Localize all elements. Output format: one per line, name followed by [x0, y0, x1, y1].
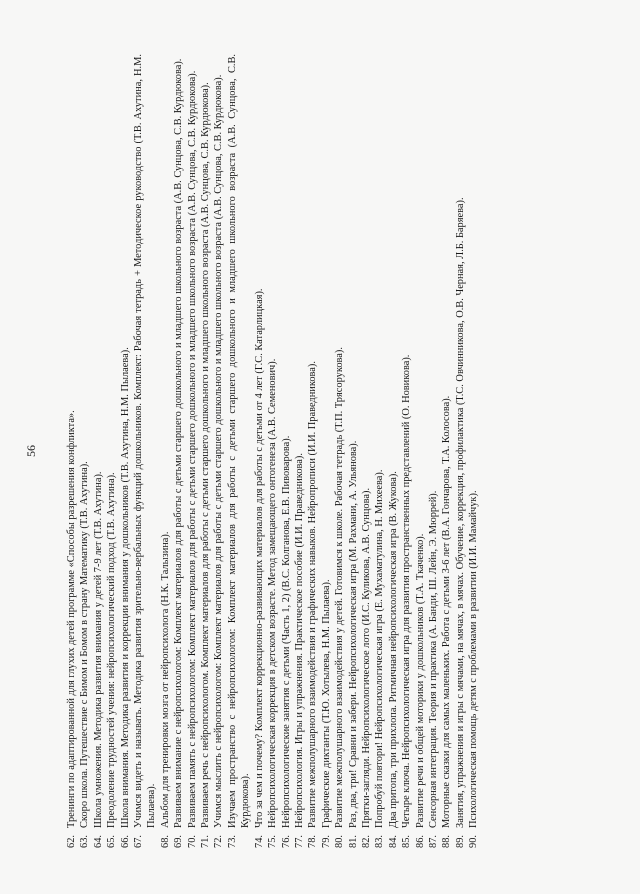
list-item — [454, 54, 467, 848]
item-number: 72. — [213, 835, 225, 848]
item-number: 73. — [226, 835, 238, 848]
item-number: 69. — [173, 835, 185, 848]
item-number: 62. — [66, 835, 77, 848]
list-item — [172, 54, 185, 848]
list-item — [414, 54, 427, 848]
item-number: 74. — [253, 835, 265, 848]
item-number: 86. — [414, 835, 426, 848]
list-item — [373, 54, 386, 848]
item-text: Развитие межполушарного взаимодействия у детей. Готовимся к школе. Рабочая тетрадь (Т.П. Трясорукова). — [334, 347, 346, 828]
item-text: Учимся мыслить с нейропсихологом: Комплект материалов для работы с детьми старшего дошкольного и младшего школьного возраста (А.В. Сунцова, С.В. Курдюкова). — [213, 74, 225, 828]
item-number: 66. — [119, 835, 131, 848]
item-number: 67. — [133, 835, 145, 848]
item-text: Сенсорная интеграция. Теория и практика (А. Банди, Ш. Лейн, Э. Мюррей). — [427, 490, 439, 828]
list-item — [347, 54, 360, 848]
item-number: 64. — [92, 835, 104, 848]
item-text: Нейропсихологическая коррекция в детском возрасте. Метод замещающего онтогенеза (А.В. Семенович). — [267, 358, 279, 828]
item-text: Учимся видеть и называть. Методика развития зрительно-вербальных функций дошкольников. Комплект: Рабочая тетрадь + Методическое руководство (Т.В. Ахутина, Н.М. Пылаева). — [133, 54, 158, 828]
item-text: Нейропсихологические занятия с детьми (Часть 1, 2) (В.С. Колганова, Е.В. Пивоварова). — [280, 435, 292, 828]
list-item — [132, 54, 159, 848]
list-item — [333, 54, 346, 848]
item-number: 83. — [374, 835, 386, 848]
item-text: Тренинги по адаптированной для глухих детей программе «Способы разрешения конфликта». — [66, 410, 77, 828]
item-number: 79. — [320, 835, 332, 848]
list-item — [105, 54, 118, 848]
list-item — [266, 54, 279, 848]
list-item — [186, 54, 199, 848]
item-text: Школа внимания. Методика развития и коррекции внимания у дошкольников (Т.В. Ахутина, Н.М. Пылаева). — [119, 347, 131, 828]
item-number: 77. — [293, 835, 305, 848]
reference-list — [65, 54, 481, 848]
item-text: Четыре ключа. Нейропсихологическая игра для развития пространственных представлений (О. Новикова). — [401, 354, 413, 828]
item-text: Занятия, упражнения и игры с мячами, на мячах, в мячах. Обучение, коррекция, профилактика (Т.С. Овчинникова, О.В. Черная, Л.Б. Баряева). — [454, 197, 466, 828]
item-text: Скоро школа. Путешествие с Бимом и Бомом в страну Математику (Т.В. Ахутина). — [79, 461, 91, 828]
list-item — [226, 54, 253, 848]
list-item — [253, 54, 266, 848]
item-number: 76. — [280, 835, 292, 848]
item-text: Изучаем пространство с нейропсихологом: Комплект материалов для работы с детьми старшего дошкольного и младшего школьного возраста (А.В. Сунцова, С.В. Курдюкова). — [226, 54, 252, 828]
item-text: Психологическая помощь детям с проблемами в развитии (И.И. Мамайчук). — [468, 490, 480, 828]
item-text: Развитие межполушарного взаимодействия и графических навыков. Нейропрописи (И.И. Праведникова). — [307, 361, 319, 828]
item-number: 71. — [200, 835, 212, 848]
list-item — [280, 54, 293, 848]
list-item — [400, 54, 413, 848]
list-item — [360, 54, 373, 848]
item-number: 81. — [347, 835, 359, 848]
item-text: Попробуй повтори! Нейропсихологическая игра (Е. Мухаматулина, Н. Михеева). — [374, 469, 386, 828]
item-text: Школа умножения. Методика развития внимания у детей 7-9 лет (Т.В. Ахутина). — [92, 471, 104, 828]
list-item — [65, 54, 78, 848]
item-number: 90. — [468, 835, 480, 848]
item-text: Прятки-загляди. Нейропсихологическое лото (И.С. Куликова, А.В. Сунцова). — [360, 487, 372, 828]
list-item — [119, 54, 132, 848]
item-number: 70. — [186, 835, 198, 848]
item-text: Альбом для тренировки мозга от нейропсихолога (Н.К. Талызина). — [159, 531, 171, 828]
item-number: 87. — [427, 835, 439, 848]
list-item — [387, 54, 400, 848]
item-number: 65. — [106, 835, 118, 848]
item-text: Графические диктанты (Т.Ю. Хотылева, Н.М. Пылаева). — [320, 579, 332, 828]
item-number: 63. — [79, 835, 91, 848]
list-item — [320, 54, 333, 848]
item-text: Развиваем память с нейропсихологом: Комплект материалов для работы с детьми старшего дошкольного и младшего школьного возраста (А.В. Сунцова, С.В. Курдюкова). — [186, 70, 198, 828]
item-number: 80. — [334, 835, 346, 848]
list-item — [199, 54, 212, 848]
item-text: Развиваем речь с нейропсихологом. Комплект материалов для работы с детьми старшего дошкольного и младшего школьного возраста (А.В. Сунцова, С.В. Курдюкова). — [200, 82, 212, 828]
list-item — [467, 54, 480, 848]
list-item — [92, 54, 105, 848]
item-number: 82. — [360, 835, 372, 848]
item-number: 78. — [307, 835, 319, 848]
list-item — [159, 54, 172, 848]
item-number: 88. — [441, 835, 453, 848]
item-number: 85. — [401, 835, 413, 848]
list-item — [427, 54, 440, 848]
list-item — [78, 54, 91, 848]
list-item — [306, 54, 319, 848]
item-text: Развиваем внимание с нейропсихологом: Комплект материалов для работы с детьми старшего дошкольного и младшего школьного возраста (А.В. Сунцова, С.В. Курдюкова). — [173, 58, 185, 828]
page-number: 56 — [24, 445, 38, 457]
item-number: 75. — [267, 835, 279, 848]
item-number: 68. — [159, 835, 171, 848]
list-item — [293, 54, 306, 848]
item-text: Преодоление трудностей учения: нейропсихологический подход (Т.В. Ахутина). — [106, 472, 118, 828]
item-text: Что за чем и почему? Комплект коррекционно-развивающих материалов для работы с детьми от 4 лет (Г.С. Катарлицкая). — [253, 288, 265, 828]
rotated-content — [20, 54, 620, 848]
list-item — [212, 54, 225, 848]
list-item — [440, 54, 453, 848]
item-text: Раз, два, три! Сравни и забери. Нейропсихологическая игра (М. Рахмани, А. Ульянова). — [347, 440, 359, 828]
item-number: 84. — [387, 835, 399, 848]
item-text: Моторные сказки для самых маленьких. Работа с детьми 3-6 лет (В.А. Гончарова, Т.А. Колосова). — [441, 395, 453, 828]
item-text: Нейропсихология. Игры и упражнения. Практическое пособие (И.И. Праведникова). — [293, 453, 305, 828]
item-text: Развитие речи и общей моторики у дошкольников (Т.А. Ткаченко). — [414, 533, 426, 828]
item-text: Два притопа, три прихлопа. Ритмичная нейропсихологическая игра (В. Жукова). — [387, 471, 399, 828]
item-number: 89. — [454, 835, 466, 848]
